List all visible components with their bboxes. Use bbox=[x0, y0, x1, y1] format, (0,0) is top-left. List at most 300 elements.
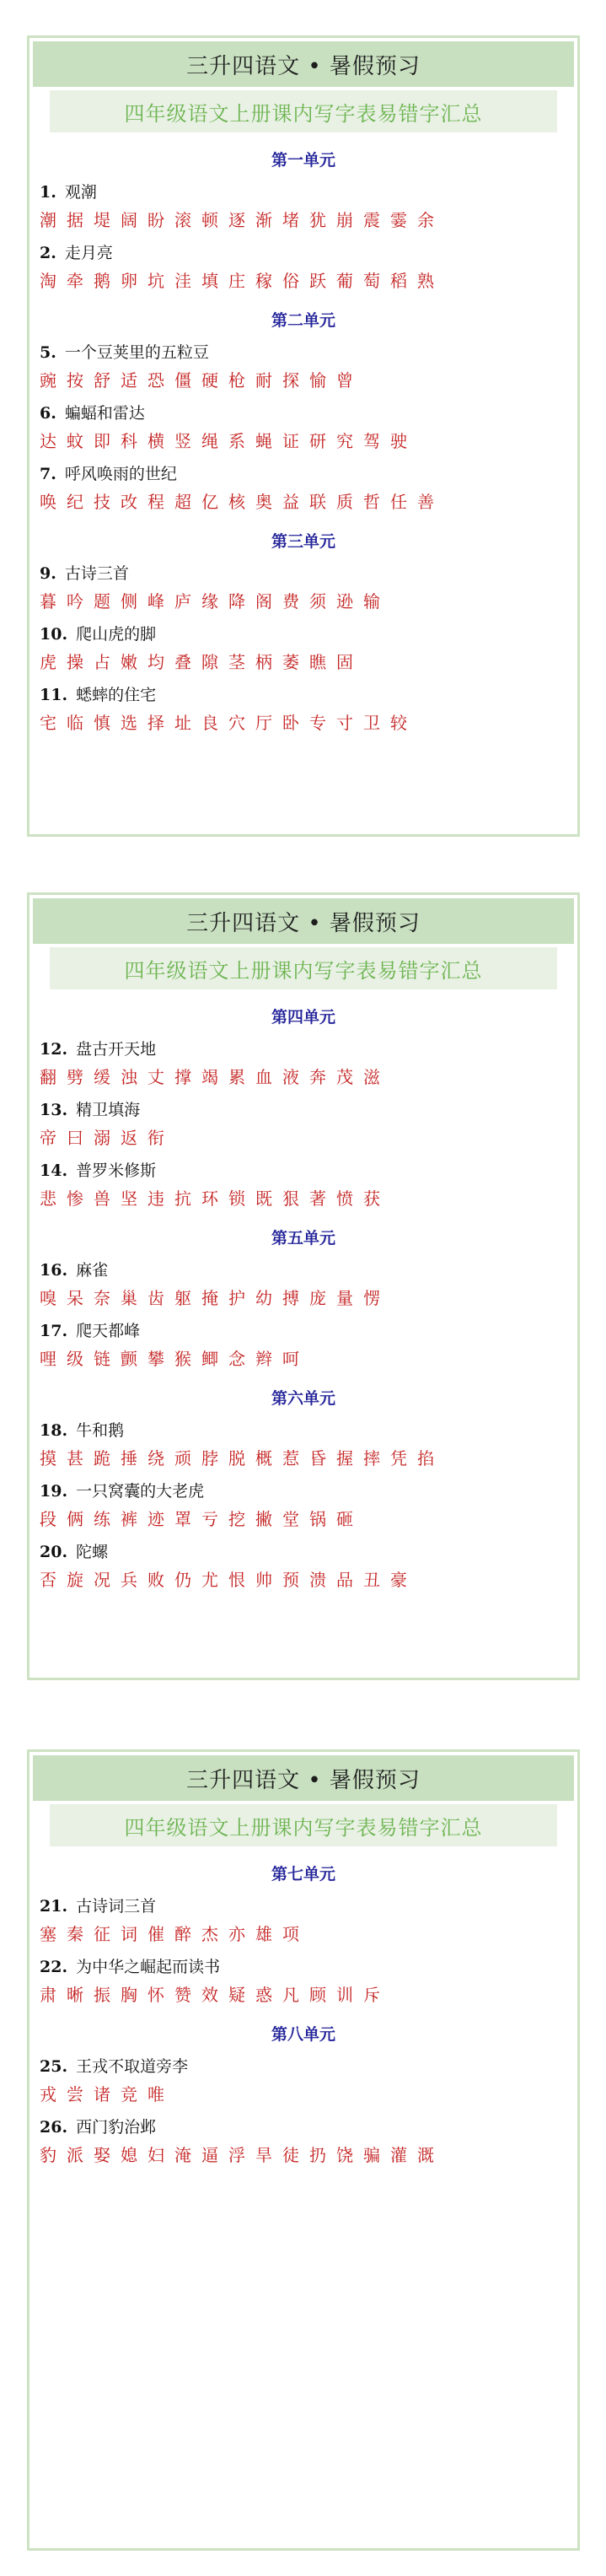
character: 卵 bbox=[121, 271, 137, 291]
character: 研 bbox=[309, 431, 326, 451]
lesson-title bbox=[40, 1097, 567, 1123]
lesson-number: 13. bbox=[40, 1101, 68, 1119]
character: 嗅 bbox=[40, 1288, 56, 1308]
character: 程 bbox=[147, 492, 164, 512]
character: 稻 bbox=[390, 271, 407, 291]
lesson-name: 蝙蝠和雷达 bbox=[64, 404, 145, 423]
character: 摸 bbox=[40, 1448, 56, 1469]
character: 费 bbox=[282, 591, 299, 612]
unit-title: 第四单元 bbox=[271, 1008, 335, 1027]
character: 愣 bbox=[363, 1288, 380, 1308]
character: 豪 bbox=[390, 1570, 407, 1590]
character: 链 bbox=[94, 1349, 110, 1369]
lesson-number: 5. bbox=[40, 343, 56, 362]
character: 善 bbox=[417, 492, 434, 512]
character: 品 bbox=[336, 1570, 353, 1590]
lesson-number: 17. bbox=[40, 1322, 68, 1340]
character: 鲫 bbox=[201, 1349, 218, 1369]
character: 技 bbox=[94, 492, 110, 512]
lesson-name: 爬山虎的脚 bbox=[76, 625, 157, 644]
character: 牵 bbox=[67, 271, 83, 291]
character: 呵 bbox=[282, 1349, 299, 1369]
character: 抗 bbox=[174, 1188, 191, 1209]
character: 恨 bbox=[228, 1570, 245, 1590]
character: 劈 bbox=[67, 1067, 83, 1087]
character: 慎 bbox=[94, 713, 110, 733]
lesson-title bbox=[40, 1954, 567, 1980]
lesson-name: 为中华之崛起而读书 bbox=[76, 1958, 221, 1976]
character: 灌 bbox=[390, 2145, 407, 2165]
lesson-name: 麻雀 bbox=[76, 1261, 109, 1280]
character: 疑 bbox=[228, 1985, 245, 2005]
character: 练 bbox=[94, 1509, 110, 1529]
character: 段 bbox=[40, 1509, 56, 1529]
lesson-number: 11. bbox=[40, 686, 68, 704]
character: 俩 bbox=[67, 1509, 83, 1529]
character: 项 bbox=[282, 1924, 299, 1944]
lesson-name: 呼风唤雨的世纪 bbox=[64, 465, 177, 483]
character: 凭 bbox=[390, 1448, 407, 1469]
character: 较 bbox=[390, 713, 407, 733]
character: 萄 bbox=[363, 271, 380, 291]
lesson-name: 盘古开天地 bbox=[76, 1040, 157, 1059]
character: 昏 bbox=[309, 1448, 326, 1469]
character: 坑 bbox=[147, 271, 164, 291]
lesson-title bbox=[40, 1318, 567, 1344]
lesson-number: 12. bbox=[40, 1040, 68, 1059]
character: 竖 bbox=[174, 431, 191, 451]
lesson-title bbox=[40, 1418, 567, 1443]
character: 帅 bbox=[255, 1570, 272, 1590]
character: 填 bbox=[201, 271, 218, 291]
character: 联 bbox=[309, 492, 326, 512]
character: 既 bbox=[255, 1188, 272, 1209]
character: 预 bbox=[282, 1570, 299, 1590]
character: 固 bbox=[336, 652, 353, 672]
unit-title: 第七单元 bbox=[271, 1865, 335, 1883]
character: 柄 bbox=[255, 652, 272, 672]
lesson-name: 西门豹治邺 bbox=[76, 2118, 157, 2137]
character: 骗 bbox=[363, 2145, 380, 2165]
character: 暮 bbox=[40, 591, 56, 612]
character: 浊 bbox=[121, 1067, 137, 1087]
character: 顾 bbox=[309, 1985, 326, 2005]
character: 纪 bbox=[67, 492, 83, 512]
character: 洼 bbox=[174, 271, 191, 291]
character: 按 bbox=[67, 370, 83, 391]
unit-title: 第二单元 bbox=[271, 311, 335, 330]
lesson-name: 蟋蟀的住宅 bbox=[76, 686, 157, 704]
character: 派 bbox=[67, 2145, 83, 2165]
character: 肃 bbox=[40, 1985, 56, 2005]
character-list bbox=[40, 2079, 567, 2110]
character: 驾 bbox=[363, 431, 380, 451]
character: 盼 bbox=[147, 210, 164, 230]
character: 著 bbox=[309, 1188, 326, 1209]
character: 隙 bbox=[201, 652, 218, 672]
character: 唤 bbox=[40, 492, 56, 512]
character: 蚊 bbox=[67, 431, 83, 451]
unit-title: 第八单元 bbox=[271, 2025, 335, 2044]
character: 撇 bbox=[255, 1509, 272, 1529]
character-list bbox=[40, 266, 567, 296]
character: 振 bbox=[94, 1985, 110, 2005]
character: 狠 bbox=[282, 1188, 299, 1209]
character-list bbox=[40, 2140, 567, 2170]
character: 砸 bbox=[336, 1509, 353, 1529]
lesson-number: 9. bbox=[40, 564, 56, 583]
character: 溺 bbox=[94, 1128, 110, 1148]
character: 幼 bbox=[255, 1288, 272, 1308]
character: 罩 bbox=[174, 1509, 191, 1529]
lesson-title bbox=[40, 682, 567, 708]
character: 获 bbox=[363, 1188, 380, 1209]
lesson-number: 21. bbox=[40, 1897, 68, 1916]
character: 堂 bbox=[282, 1509, 299, 1529]
lesson-number: 16. bbox=[40, 1261, 68, 1280]
character: 凡 bbox=[282, 1985, 299, 2005]
character: 搏 bbox=[282, 1288, 299, 1308]
lesson-name: 走月亮 bbox=[64, 244, 113, 262]
page-content bbox=[33, 132, 574, 738]
character: 适 bbox=[121, 370, 137, 391]
character: 颤 bbox=[121, 1349, 137, 1369]
character: 超 bbox=[174, 492, 191, 512]
character: 惹 bbox=[282, 1448, 299, 1469]
character: 胸 bbox=[121, 1985, 137, 2005]
character: 仍 bbox=[174, 1570, 191, 1590]
character: 惨 bbox=[67, 1188, 83, 1209]
lesson-number: 25. bbox=[40, 2057, 68, 2076]
character: 妇 bbox=[147, 2145, 164, 2165]
character: 概 bbox=[255, 1448, 272, 1469]
lesson-name: 王戎不取道旁李 bbox=[76, 2057, 189, 2076]
character: 饶 bbox=[336, 2145, 353, 2165]
lesson-name: 一只窝囊的大老虎 bbox=[76, 1482, 205, 1501]
character: 峰 bbox=[147, 591, 164, 612]
character: 扔 bbox=[309, 2145, 326, 2165]
character: 缘 bbox=[201, 591, 218, 612]
character: 降 bbox=[228, 591, 245, 612]
character: 坚 bbox=[121, 1188, 137, 1209]
character: 蝇 bbox=[255, 431, 272, 451]
character: 霎 bbox=[390, 210, 407, 230]
character: 淘 bbox=[40, 271, 56, 291]
character: 溃 bbox=[309, 1570, 326, 1590]
character: 潮 bbox=[40, 210, 56, 230]
character: 诸 bbox=[94, 2084, 110, 2104]
lesson-number: 2. bbox=[40, 244, 56, 262]
character: 舒 bbox=[94, 370, 110, 391]
character: 雄 bbox=[255, 1924, 272, 1944]
character: 齿 bbox=[147, 1288, 164, 1308]
lesson-number: 10. bbox=[40, 625, 68, 644]
character: 余 bbox=[417, 210, 434, 230]
character: 须 bbox=[309, 591, 326, 612]
character: 逊 bbox=[336, 591, 353, 612]
character: 卧 bbox=[282, 713, 299, 733]
lesson-title bbox=[40, 180, 567, 205]
page-content bbox=[33, 989, 574, 1595]
character: 选 bbox=[121, 713, 137, 733]
character: 择 bbox=[147, 713, 164, 733]
lesson-number: 22. bbox=[40, 1958, 68, 1976]
character-list bbox=[40, 586, 567, 617]
lesson-number: 18. bbox=[40, 1421, 68, 1440]
character: 返 bbox=[121, 1128, 137, 1148]
character: 萎 bbox=[282, 652, 299, 672]
character: 绕 bbox=[147, 1448, 164, 1469]
character: 庐 bbox=[174, 591, 191, 612]
character: 熟 bbox=[417, 271, 434, 291]
character: 况 bbox=[94, 1570, 110, 1590]
character: 丑 bbox=[363, 1570, 380, 1590]
character: 奔 bbox=[309, 1067, 326, 1087]
character: 尝 bbox=[67, 2084, 83, 2104]
character: 环 bbox=[201, 1188, 218, 1209]
character: 庄 bbox=[228, 271, 245, 291]
character: 操 bbox=[67, 652, 83, 672]
unit-title: 第六单元 bbox=[271, 1389, 335, 1408]
lesson-title bbox=[40, 461, 567, 487]
character: 唯 bbox=[147, 2084, 164, 2104]
character: 均 bbox=[147, 652, 164, 672]
character: 质 bbox=[336, 492, 353, 512]
character: 硬 bbox=[201, 370, 218, 391]
character: 鹅 bbox=[94, 271, 110, 291]
character: 巢 bbox=[121, 1288, 137, 1308]
page-title: 三升四语文 • 暑假预习 bbox=[33, 1755, 574, 1801]
character-list bbox=[40, 487, 567, 517]
character-list bbox=[40, 426, 567, 456]
character: 愉 bbox=[309, 370, 326, 391]
lesson-number: 6. bbox=[40, 404, 56, 423]
character: 缓 bbox=[94, 1067, 110, 1087]
character: 级 bbox=[67, 1349, 83, 1369]
character-list bbox=[40, 1504, 567, 1534]
character: 奈 bbox=[94, 1288, 110, 1308]
character-list bbox=[40, 1919, 567, 1949]
character: 躯 bbox=[174, 1288, 191, 1308]
character: 愤 bbox=[336, 1188, 353, 1209]
character: 豌 bbox=[40, 370, 56, 391]
character: 旋 bbox=[67, 1570, 83, 1590]
character: 亿 bbox=[201, 492, 218, 512]
character: 曰 bbox=[67, 1128, 83, 1148]
character: 俗 bbox=[282, 271, 299, 291]
lesson-name: 观潮 bbox=[64, 183, 97, 202]
character: 震 bbox=[363, 210, 380, 230]
lesson-title bbox=[40, 1479, 567, 1504]
character: 淹 bbox=[174, 2145, 191, 2165]
lesson-name: 爬天都峰 bbox=[76, 1322, 141, 1340]
character: 址 bbox=[174, 713, 191, 733]
character: 悲 bbox=[40, 1188, 56, 1209]
lesson-name: 一个豆荚里的五粒豆 bbox=[64, 343, 209, 362]
character: 怀 bbox=[147, 1985, 164, 2005]
character: 穴 bbox=[228, 713, 245, 733]
character-list bbox=[40, 1443, 567, 1474]
character: 驶 bbox=[390, 431, 407, 451]
character: 哩 bbox=[40, 1349, 56, 1369]
character: 任 bbox=[390, 492, 407, 512]
page-subtitle: 四年级语文上册课内写字表易错字汇总 bbox=[50, 90, 557, 132]
character: 竞 bbox=[121, 2084, 137, 2104]
character: 兽 bbox=[94, 1188, 110, 1209]
character: 效 bbox=[201, 1985, 218, 2005]
character: 晰 bbox=[67, 1985, 83, 2005]
character: 媳 bbox=[121, 2145, 137, 2165]
worksheet-page-2 bbox=[27, 892, 580, 1680]
character: 帝 bbox=[40, 1128, 56, 1148]
character: 滋 bbox=[363, 1067, 380, 1087]
character: 亏 bbox=[201, 1509, 218, 1529]
character: 词 bbox=[121, 1924, 137, 1944]
lesson-title bbox=[40, 1894, 567, 1919]
lesson-title bbox=[40, 2115, 567, 2140]
character: 征 bbox=[94, 1924, 110, 1944]
character: 卫 bbox=[363, 713, 380, 733]
character: 稼 bbox=[255, 271, 272, 291]
character: 探 bbox=[282, 370, 299, 391]
lesson-title bbox=[40, 561, 567, 586]
character: 血 bbox=[255, 1067, 272, 1087]
unit-title: 第一单元 bbox=[271, 151, 335, 170]
lesson-title bbox=[40, 401, 567, 426]
character: 阔 bbox=[121, 210, 137, 230]
character: 茂 bbox=[336, 1067, 353, 1087]
character: 尤 bbox=[201, 1570, 218, 1590]
character: 改 bbox=[121, 492, 137, 512]
page-subtitle: 四年级语文上册课内写字表易错字汇总 bbox=[50, 947, 557, 989]
character: 葡 bbox=[336, 271, 353, 291]
lesson-title bbox=[40, 1158, 567, 1183]
character: 撑 bbox=[174, 1067, 191, 1087]
lesson-title bbox=[40, 1539, 567, 1565]
character: 奥 bbox=[255, 492, 272, 512]
character: 嫩 bbox=[121, 652, 137, 672]
character-list bbox=[40, 1980, 567, 2010]
character: 斥 bbox=[363, 1985, 380, 2005]
character: 锁 bbox=[228, 1188, 245, 1209]
character: 量 bbox=[336, 1288, 353, 1308]
character: 核 bbox=[228, 492, 245, 512]
character: 呆 bbox=[67, 1288, 83, 1308]
character: 液 bbox=[282, 1067, 299, 1087]
lesson-name: 陀螺 bbox=[76, 1543, 109, 1561]
lesson-name: 古诗三首 bbox=[64, 564, 129, 583]
page-content bbox=[33, 1846, 574, 2170]
character: 护 bbox=[228, 1288, 245, 1308]
character: 催 bbox=[147, 1924, 164, 1944]
character: 临 bbox=[67, 713, 83, 733]
character: 溉 bbox=[417, 2145, 434, 2165]
character-list bbox=[40, 1123, 567, 1153]
character-list bbox=[40, 1283, 567, 1313]
character: 堤 bbox=[94, 210, 110, 230]
character: 惑 bbox=[255, 1985, 272, 2005]
character-list bbox=[40, 1183, 567, 1214]
lesson-number: 14. bbox=[40, 1161, 68, 1180]
character: 丈 bbox=[147, 1067, 164, 1087]
character: 益 bbox=[282, 492, 299, 512]
lesson-name: 精卫填海 bbox=[76, 1101, 141, 1119]
character: 甚 bbox=[67, 1448, 83, 1469]
character: 据 bbox=[67, 210, 83, 230]
character: 攀 bbox=[147, 1349, 164, 1369]
character: 曾 bbox=[336, 370, 353, 391]
character: 杰 bbox=[201, 1924, 218, 1944]
lesson-title bbox=[40, 1258, 567, 1283]
page-subtitle: 四年级语文上册课内写字表易错字汇总 bbox=[50, 1804, 557, 1846]
character: 逐 bbox=[228, 210, 245, 230]
character: 滚 bbox=[174, 210, 191, 230]
character: 占 bbox=[94, 652, 110, 672]
character: 握 bbox=[336, 1448, 353, 1469]
character: 摔 bbox=[363, 1448, 380, 1469]
unit-title: 第五单元 bbox=[271, 1229, 335, 1248]
character: 厅 bbox=[255, 713, 272, 733]
character: 阁 bbox=[255, 591, 272, 612]
character: 违 bbox=[147, 1188, 164, 1209]
character: 塞 bbox=[40, 1924, 56, 1944]
character: 脖 bbox=[201, 1448, 218, 1469]
character: 锅 bbox=[309, 1509, 326, 1529]
character: 系 bbox=[228, 431, 245, 451]
character-list bbox=[40, 708, 567, 738]
character: 辫 bbox=[255, 1349, 272, 1369]
character: 捶 bbox=[121, 1448, 137, 1469]
character: 衔 bbox=[147, 1128, 164, 1148]
worksheet-page-1 bbox=[27, 35, 580, 837]
character: 掐 bbox=[417, 1448, 434, 1469]
character: 寸 bbox=[336, 713, 353, 733]
character: 恐 bbox=[147, 370, 164, 391]
character: 徒 bbox=[282, 2145, 299, 2165]
character: 掩 bbox=[201, 1288, 218, 1308]
character: 达 bbox=[40, 431, 56, 451]
lesson-title bbox=[40, 1037, 567, 1062]
character: 顽 bbox=[174, 1448, 191, 1469]
character: 迹 bbox=[147, 1509, 164, 1529]
character: 宅 bbox=[40, 713, 56, 733]
character: 科 bbox=[121, 431, 137, 451]
lesson-title bbox=[40, 240, 567, 266]
character: 脱 bbox=[228, 1448, 245, 1469]
character: 耐 bbox=[255, 370, 272, 391]
character: 猴 bbox=[174, 1349, 191, 1369]
character: 挖 bbox=[228, 1509, 245, 1529]
character: 败 bbox=[147, 1570, 164, 1590]
character: 绳 bbox=[201, 431, 218, 451]
character: 跪 bbox=[94, 1448, 110, 1469]
worksheet-page-3 bbox=[27, 1749, 580, 2551]
lesson-title bbox=[40, 340, 567, 365]
character: 浮 bbox=[228, 2145, 245, 2165]
character: 竭 bbox=[201, 1067, 218, 1087]
lesson-name: 古诗词三首 bbox=[76, 1897, 157, 1916]
character: 戎 bbox=[40, 2084, 56, 2104]
character: 醉 bbox=[174, 1924, 191, 1944]
character: 崩 bbox=[336, 210, 353, 230]
lesson-number: 26. bbox=[40, 2118, 68, 2137]
unit-title: 第三单元 bbox=[271, 532, 335, 551]
character: 侧 bbox=[121, 591, 137, 612]
character: 横 bbox=[147, 431, 164, 451]
character: 顿 bbox=[201, 210, 218, 230]
character: 瞧 bbox=[309, 652, 326, 672]
character: 渐 bbox=[255, 210, 272, 230]
